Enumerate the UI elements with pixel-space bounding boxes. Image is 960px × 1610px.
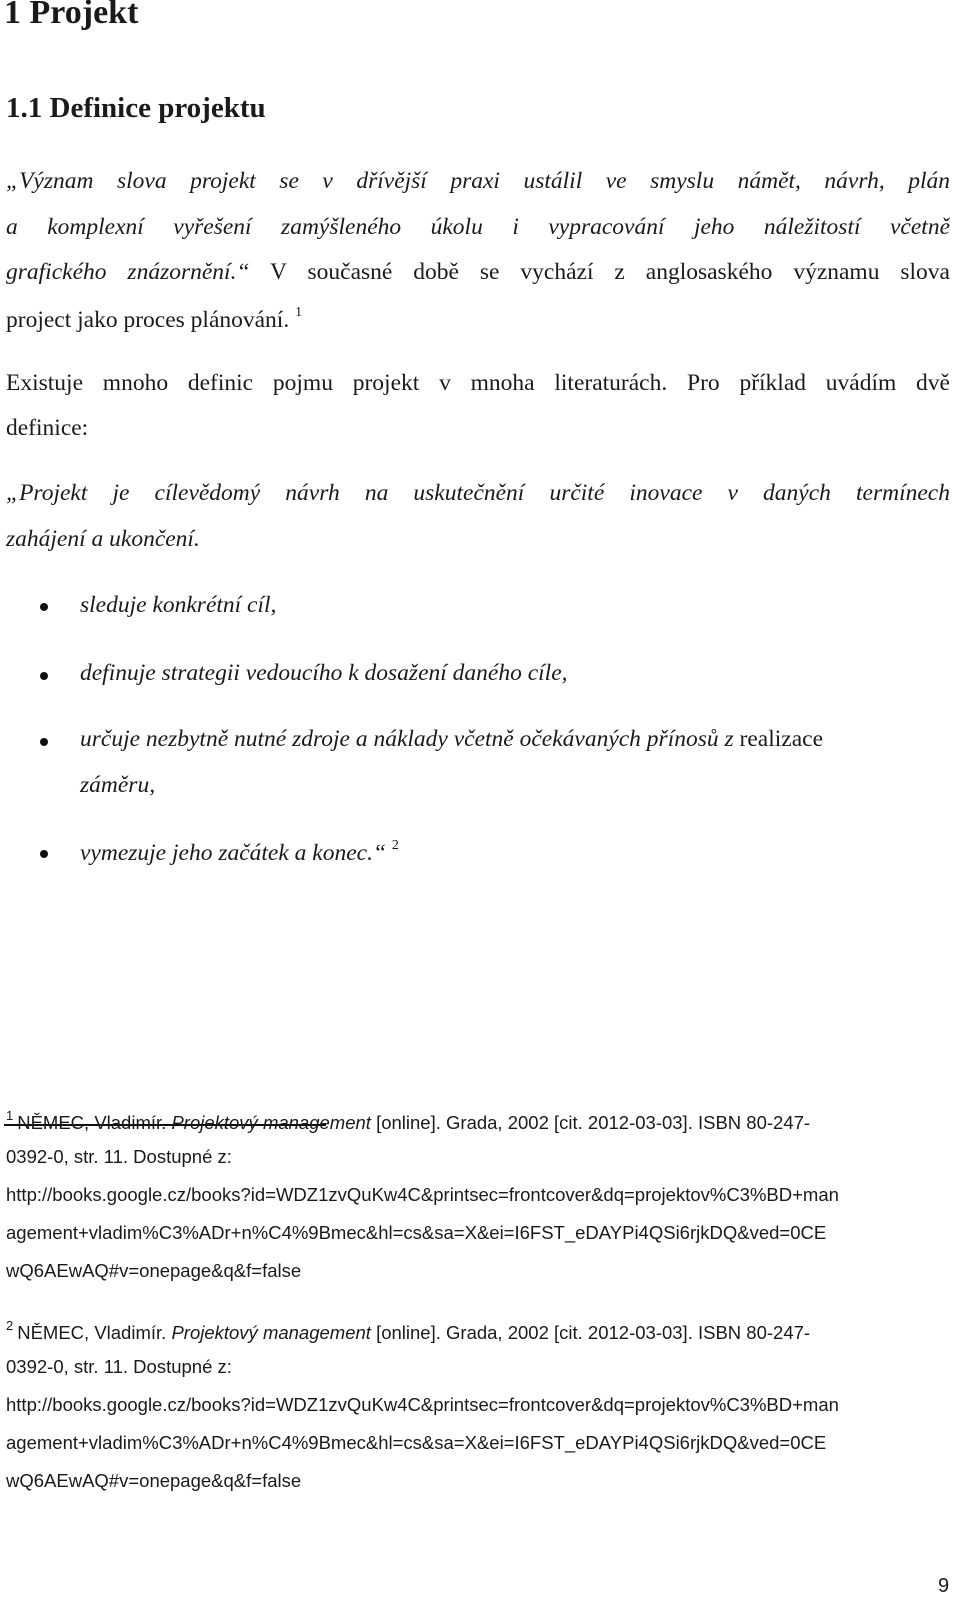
para1-line3: grafického znázornění.“ V současné době se vychází z anglosaského významu slova xyxy=(6,259,950,285)
bullet-item-2: definuje strategii vedoucího k dosažení daného cíle, xyxy=(80,660,568,686)
bullet-item-3: určuje nezbytně nutné zdroje a náklady včetně očekávaných přínosů z realizace xyxy=(80,726,823,752)
footnote-ref-1: 1 xyxy=(295,305,303,320)
footnote-1-line1: $^1$ NĚMEC, Vladimír. Projektový management [online]. Grada, 2002 [cit. 2012-03-03]. ISBN 80-247- xyxy=(6,1108,811,1133)
para1-line4: project jako proces plánování. $^1$ xyxy=(6,305,303,333)
quote-line1: „Projekt je cílevědomý návrh na uskutečnění určité inovace v daných termínech xyxy=(6,480,950,506)
footnote-1-url-line1[interactable]: http://books.google.cz/books?id=WDZ1zvQuKw4C&printsec=frontcover&dq=projektov%C3%BD+man xyxy=(6,1184,839,1205)
footnote-1-line2: 0392-0, str. 11. Dostupné z: xyxy=(6,1146,232,1167)
section-heading: 1.1 Definice projektu xyxy=(6,92,266,124)
bullet-item-1: sleduje konkrétní cíl, xyxy=(80,592,277,618)
bullet-dot xyxy=(40,738,48,746)
footnote-2-line1: $^2$ NĚMEC, Vladimír. Projektový management [online]. Grada, 2002 [cit. 2012-03-03]. ISBN 80-247- xyxy=(6,1318,811,1343)
bullet-dot xyxy=(40,672,48,680)
page-number: 9 xyxy=(938,1575,950,1597)
footnote-2-url-line3[interactable]: wQ6AEwAQ#v=onepage&q&f=false xyxy=(6,1470,302,1491)
para2-line1: Existuje mnoho definic pojmu projekt v mnoha literaturách. Pro příklad uvádím dvě xyxy=(6,370,950,396)
footnote-2-url-line1[interactable]: http://books.google.cz/books?id=WDZ1zvQuKw4C&printsec=frontcover&dq=projektov%C3%BD+man xyxy=(6,1394,839,1415)
footnote-ref-2: 2 xyxy=(391,838,399,853)
para1-line1: „Význam slova projekt se v dřívější praxi ustálil ve smyslu námět, návrh, plán xyxy=(6,168,950,194)
para1-line2: a komplexní vyřešení zamýšleného úkolu i vypracování jeho náležitostí včetně xyxy=(6,214,950,240)
footnote-2-line2: 0392-0, str. 11. Dostupné z: xyxy=(6,1356,232,1377)
footnote-1-url-line3[interactable]: wQ6AEwAQ#v=onepage&q&f=false xyxy=(6,1260,302,1281)
bullet-item-4: vymezuje jeho začátek a konec.“ $^2$ xyxy=(80,838,399,866)
bullet-dot xyxy=(40,603,48,611)
footnote-2-url-line2[interactable]: agement+vladim%C3%ADr+n%C4%9Bmec&hl=cs&sa=X&ei=I6FST_eDAYPi4QSi6rjkDQ&ved=0CE xyxy=(6,1432,827,1453)
quote-line2: zahájení a ukončení. xyxy=(6,526,200,552)
bullet-dot xyxy=(40,850,48,858)
bullet-item-3-cont: záměru, xyxy=(80,772,156,798)
para2-line2: definice: xyxy=(6,415,89,441)
chapter-heading: 1 Projekt xyxy=(4,0,139,31)
footnote-1-url-line2[interactable]: agement+vladim%C3%ADr+n%C4%9Bmec&hl=cs&sa=X&ei=I6FST_eDAYPi4QSi6rjkDQ&ved=0CE xyxy=(6,1222,827,1243)
